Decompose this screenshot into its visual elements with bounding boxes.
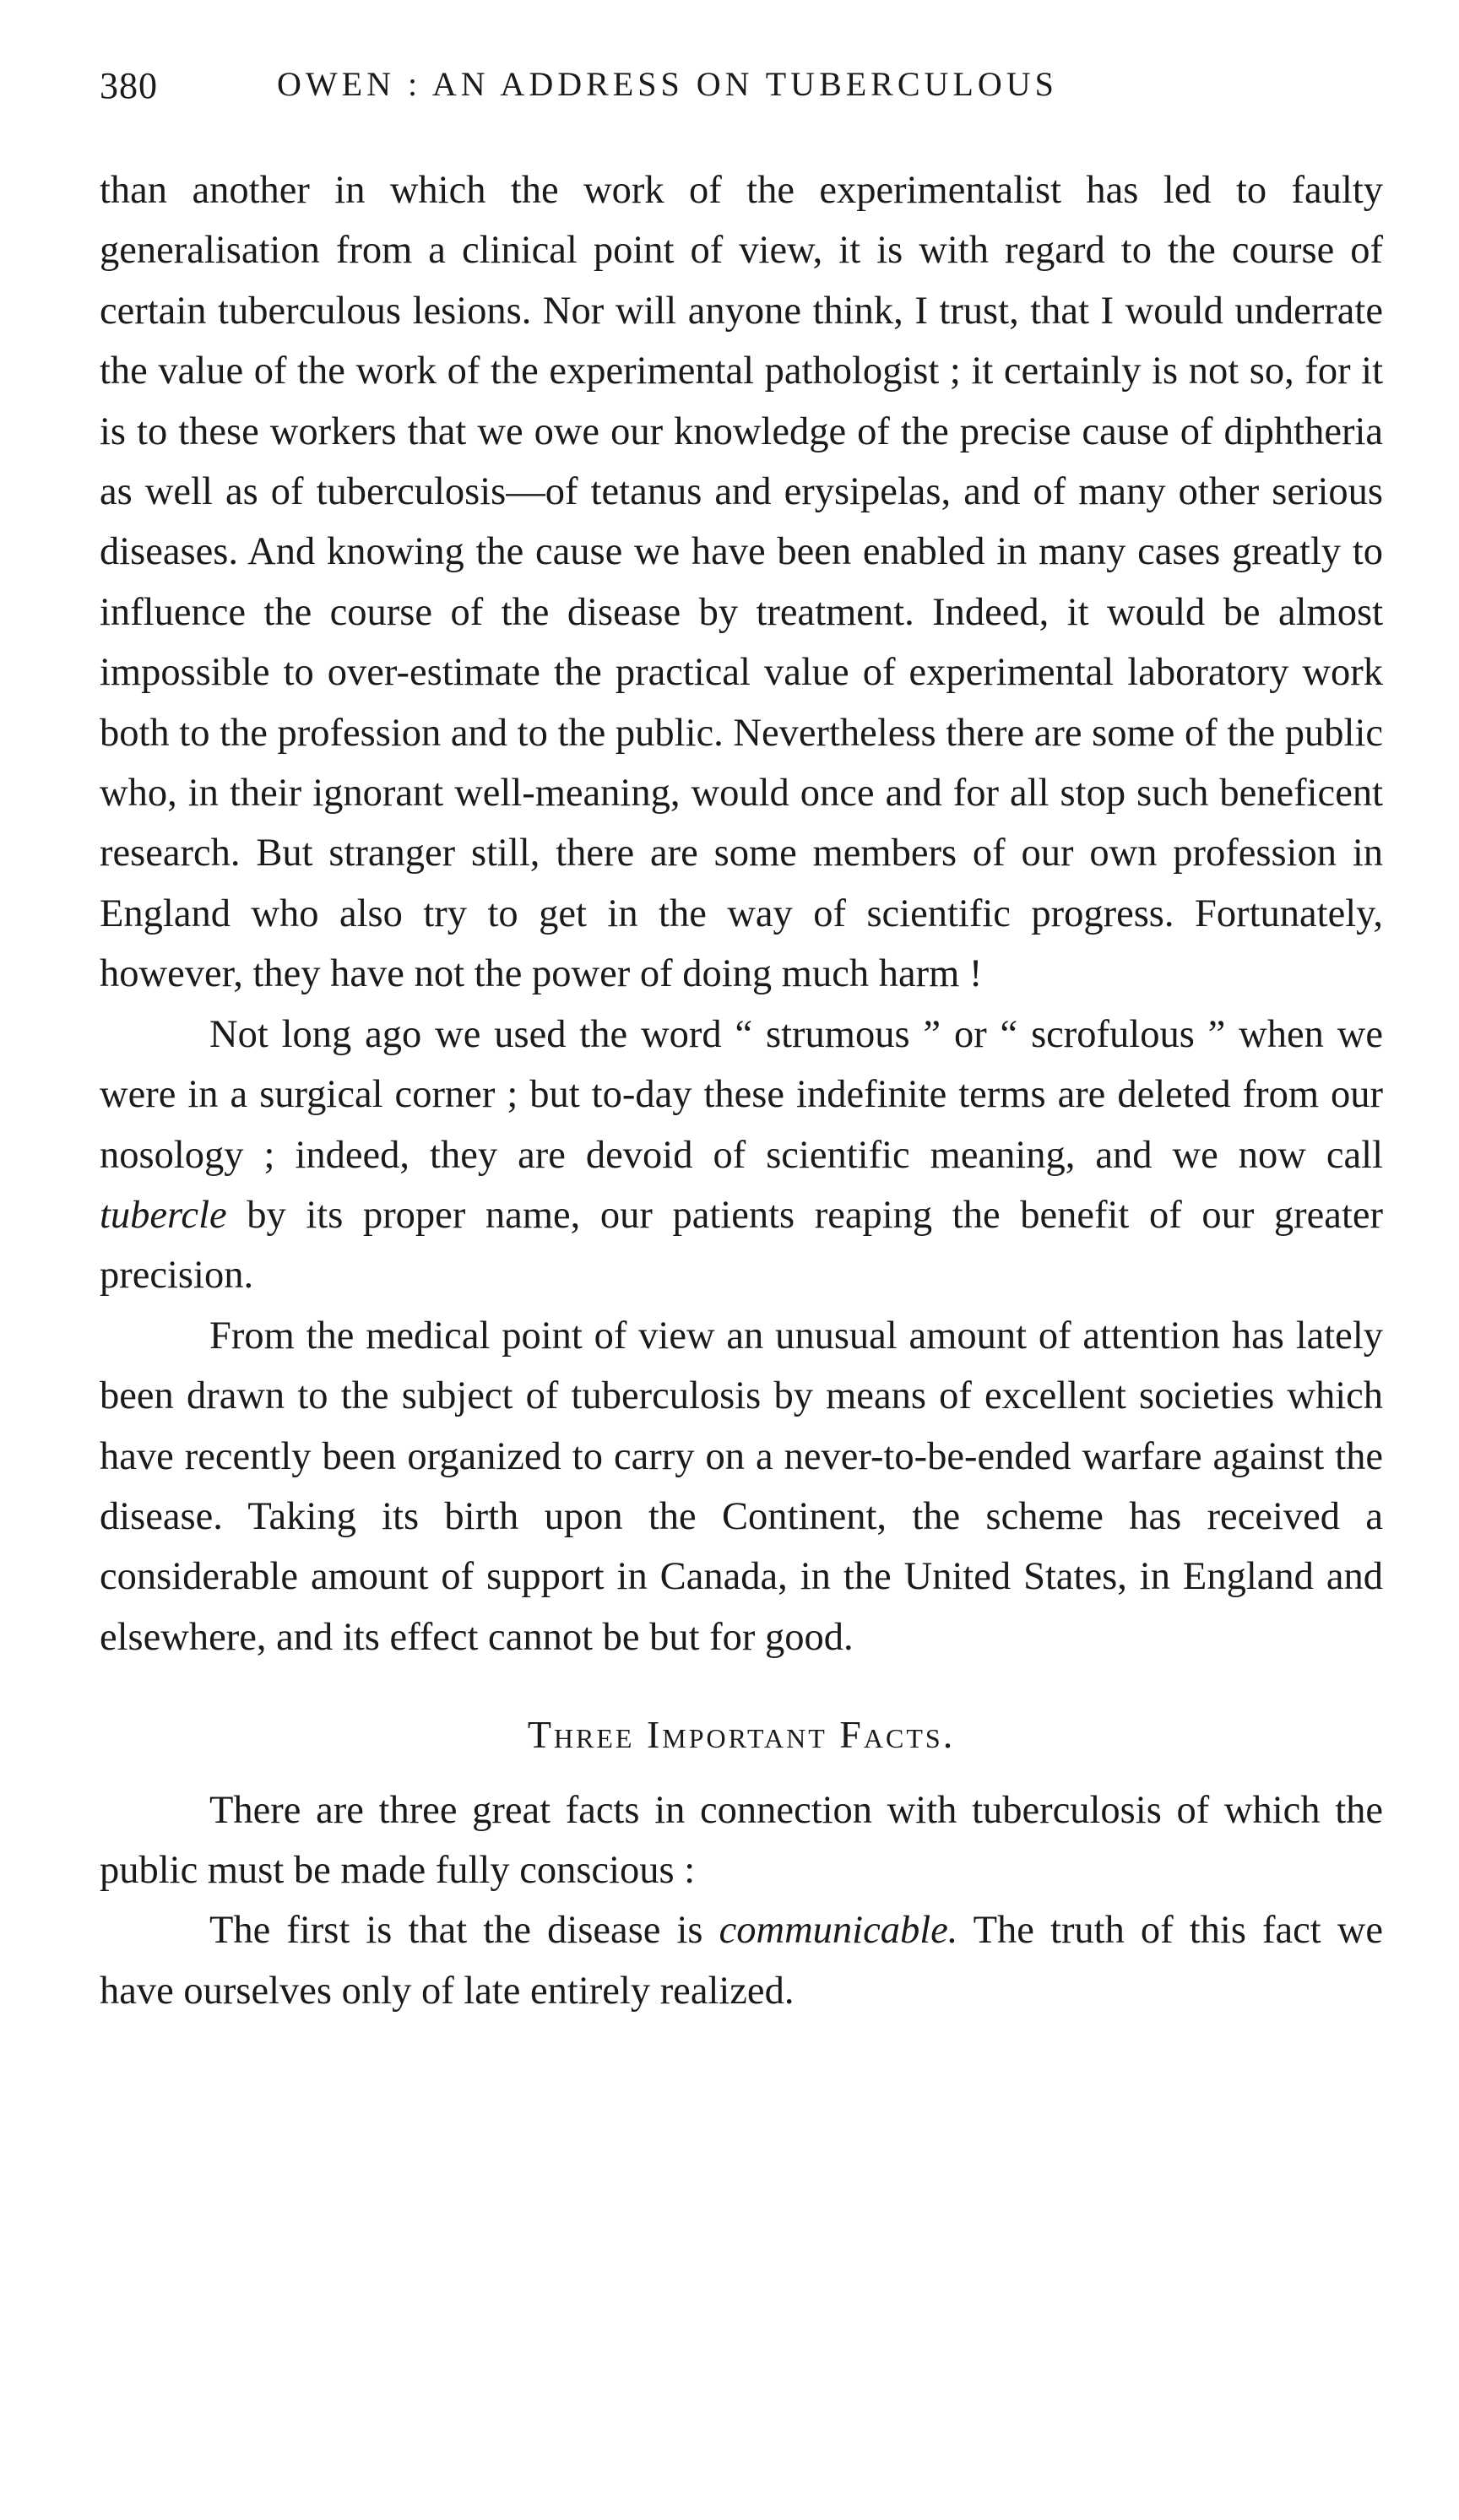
paragraph-text: by its proper name, our patients reaping the benefit of our greater precision. — [100, 1193, 1383, 1298]
running-head-title: OWEN : AN ADDRESS ON TUBERCULOUS — [277, 65, 1058, 103]
paragraph-strumous — [100, 1005, 1383, 1306]
body-text — [100, 160, 1383, 2021]
italic-term-communicable: communicable. — [719, 1909, 958, 1953]
paragraph-continued: than another in which the work of the experimentalist has led to faulty generalisation from a clinical point of view, it is with regard to the course of certain tuberculous lesions. Nor will anyone think, I trust, that I would underrate the value of the work of the experimental pathologist ; it certainly is not so, for it is to these workers that we owe our knowledge of the precise cause of diphtheria as well as of tuberculosis—of tetanus and erysipelas, and of many other serious diseases. And knowing the cause we have been enabled in many cases greatly to influence the course of the disease by treatment. Indeed, it would be almost impossible to over-estimate the practical value of experimental laboratory work both to the profession and to the public. Nevertheless there are some of the public who, in their ignorant well-meaning, would once and for all stop such beneficent research. But stranger still, there are some members of our own profession in England who also try to get in the way of scientific progress. Fortunately, however, they have not the power of doing much harm ! — [100, 169, 1383, 996]
paragraph-text: Not long ago we used the word “ strumous ” or “ scrofulous ” when we were in a surgical corner ; but to-day these indefinite terms are deleted from our nosology ; indeed, they are devoid of scientific meaning, and we now call — [100, 1012, 1383, 1177]
section-heading: Three Important Facts. — [527, 1713, 956, 1757]
paragraph-text: The truth of this fact we have ourselves only of late entirely realized. — [100, 1909, 1383, 2013]
running-head — [100, 64, 1383, 115]
paragraph-societies: From the medical point of view an unusual amount of attention has lately been drawn to the subject of tuberculosis by means of excellent societies which have recently been organized to carry on a never-to-be-ended warfare against the disease. Taking its birth upon the Continent, the scheme has received a considerable amount of support in Canada, in the United States, in England and elsewhere, and its effect cannot be but for good. — [100, 1314, 1383, 1659]
italic-term-tubercle: tubercle — [100, 1193, 227, 1237]
paragraph-three-facts: There are three great facts in connection with tuberculosis of which the public must be made fully conscious : — [100, 1788, 1383, 1892]
paragraph-first-fact — [100, 1900, 1383, 2021]
paragraph-text: The first is that the disease is — [209, 1909, 719, 1953]
page-number: 380 — [100, 65, 158, 106]
